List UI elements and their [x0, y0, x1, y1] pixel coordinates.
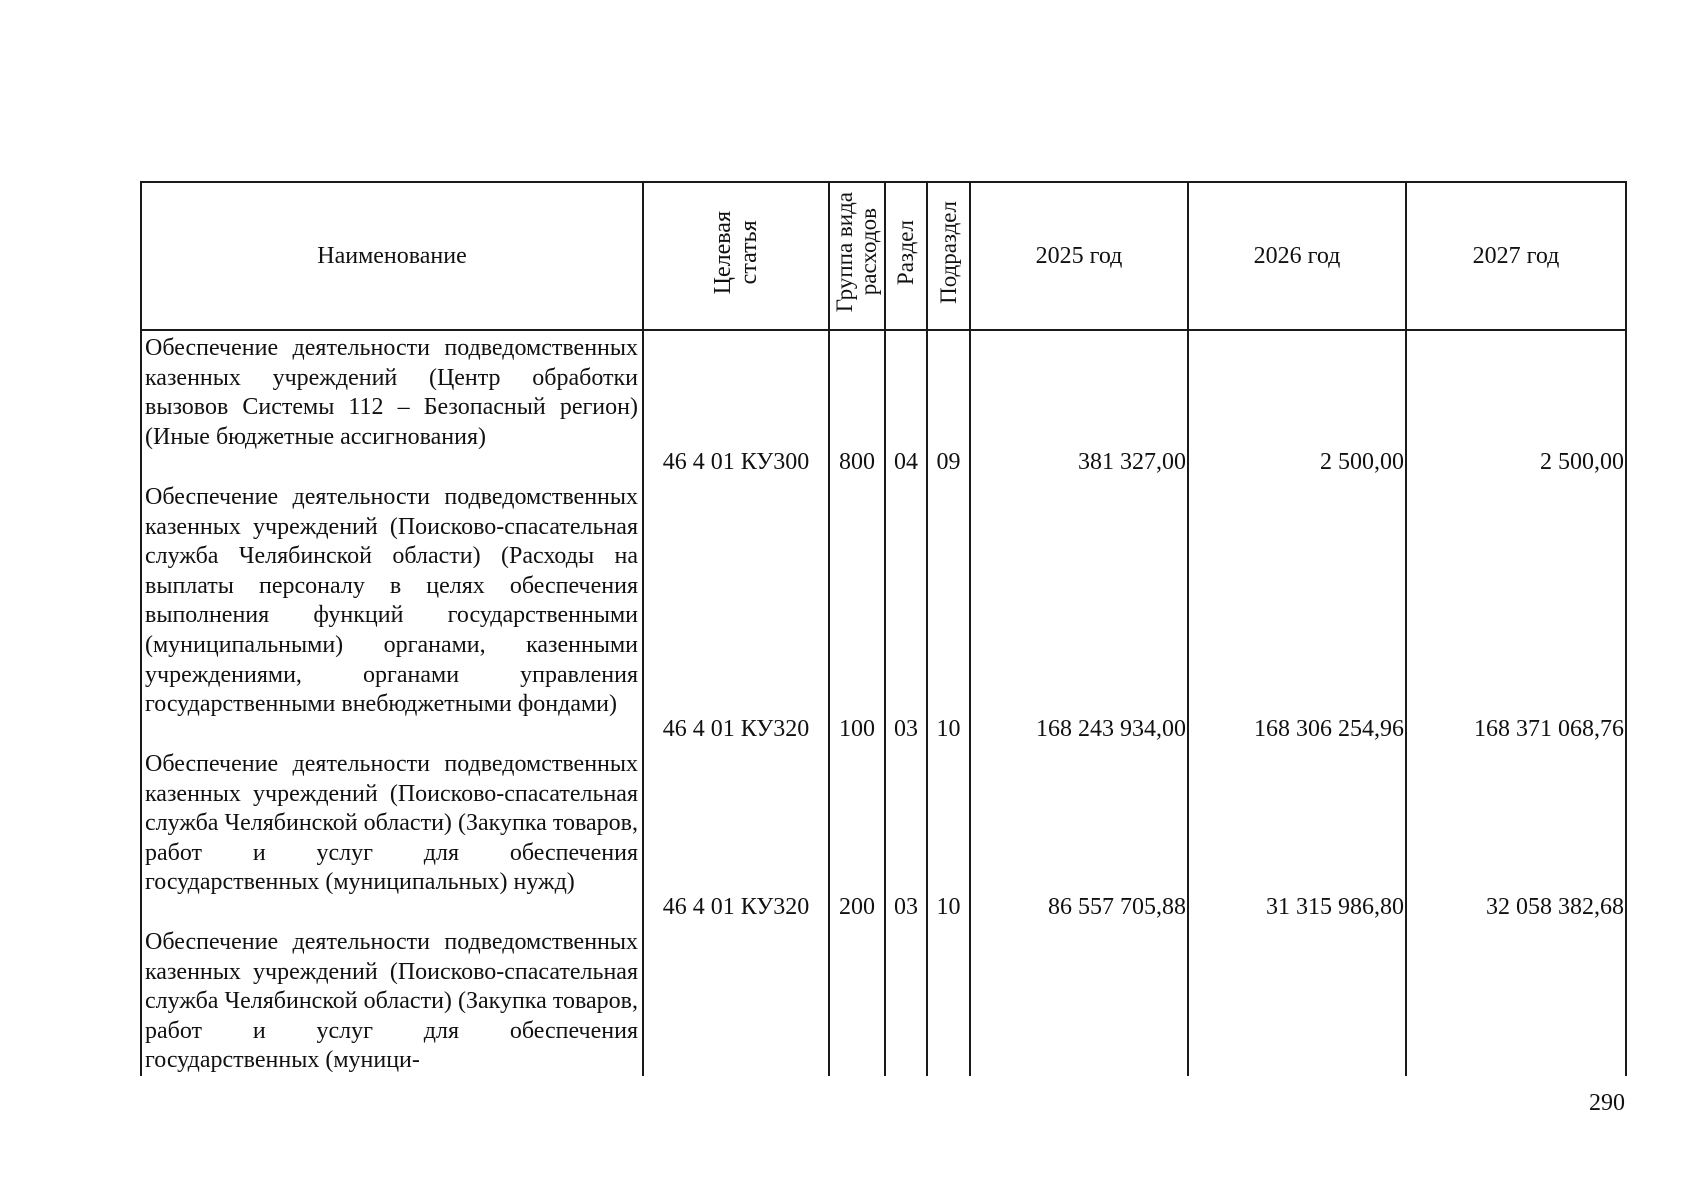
header-2027 [1406, 182, 1626, 330]
row-2025: 168 243 934,00 [970, 480, 1188, 747]
row-2026: 31 315 986,80 [1188, 747, 1406, 925]
header-2027-label: 2027 год [1472, 242, 1560, 269]
row-name: Обеспечение деятельности подведомственных казенных учреждений (Поисково-спасательная служба Челябинской области) (Расходы на выплаты персоналу в целях обеспечения выполнения функций государственными (муниципальными) органами, казенными учреждениями, органами управления государственными внебюджетными фондами) [141, 480, 643, 747]
table-row [141, 330, 1626, 480]
row-name: Обеспечение деятельности подведомственных казенных учреждений (Поисково-спасательная служба Челябинской области) (Закупка товаров, работ и услуг для обеспечения государственных (муници- [141, 925, 643, 1076]
row-name: Обеспечение деятельности подведомственных казенных учреждений (Поисково-спасательная служба Челябинской области) (Закупка товаров, работ и услуг для обеспечения государственных (муниципальных) нужд) [141, 747, 643, 925]
header-2026-label: 2026 год [1253, 242, 1341, 269]
header-2026 [1188, 182, 1406, 330]
page-number: 290 [1589, 1090, 1625, 1116]
row-2027: 2 500,00 [1406, 330, 1626, 480]
row-2026: 2 500,00 [1188, 330, 1406, 480]
header-name-label: Наименование [317, 242, 467, 269]
table-header-row [141, 182, 1626, 330]
row-2027: 32 058 382,68 [1406, 747, 1626, 925]
row-subsection: 10 [927, 747, 970, 925]
row-2027: 168 371 068,76 [1406, 480, 1626, 747]
row-target: 46 4 01 КУ320 [643, 747, 829, 925]
row-2026: 168 306 254,96 [1188, 480, 1406, 747]
header-group-label: Группа вида расходов [832, 192, 881, 313]
row-name: Обеспечение деятельности подведомственных казенных учреждений (Центр обработки вызовов Системы 112 – Безопасный регион) (Иные бюджетные ассигнования) [141, 330, 643, 480]
row-subsection [927, 925, 970, 1076]
header-subsection-label: Подраздел [935, 201, 961, 304]
row-2025: 86 557 705,88 [970, 747, 1188, 925]
header-subsection [927, 182, 970, 330]
row-section [885, 925, 927, 1076]
row-section: 04 [885, 330, 927, 480]
row-group: 800 [829, 330, 885, 480]
budget-allocation-table [140, 181, 1627, 1076]
row-2025 [970, 925, 1188, 1076]
header-target-label: Целевая статья [710, 210, 762, 295]
table-row [141, 925, 1626, 1076]
row-target: 46 4 01 КУ320 [643, 480, 829, 747]
table-row [141, 480, 1626, 747]
row-target [643, 925, 829, 1076]
header-group [829, 182, 885, 330]
row-subsection: 10 [927, 480, 970, 747]
row-group: 100 [829, 480, 885, 747]
header-target [643, 182, 829, 330]
header-2025-label: 2025 год [1035, 242, 1123, 269]
header-section [885, 182, 927, 330]
header-section-label: Раздел [893, 219, 918, 286]
row-subsection: 09 [927, 330, 970, 480]
row-group [829, 925, 885, 1076]
row-target: 46 4 01 КУ300 [643, 330, 829, 480]
header-name [141, 182, 643, 330]
row-section: 03 [885, 747, 927, 925]
row-group: 200 [829, 747, 885, 925]
row-2025: 381 327,00 [970, 330, 1188, 480]
table-row [141, 747, 1626, 925]
header-2025 [970, 182, 1188, 330]
row-2027 [1406, 925, 1626, 1076]
row-2026 [1188, 925, 1406, 1076]
row-section: 03 [885, 480, 927, 747]
